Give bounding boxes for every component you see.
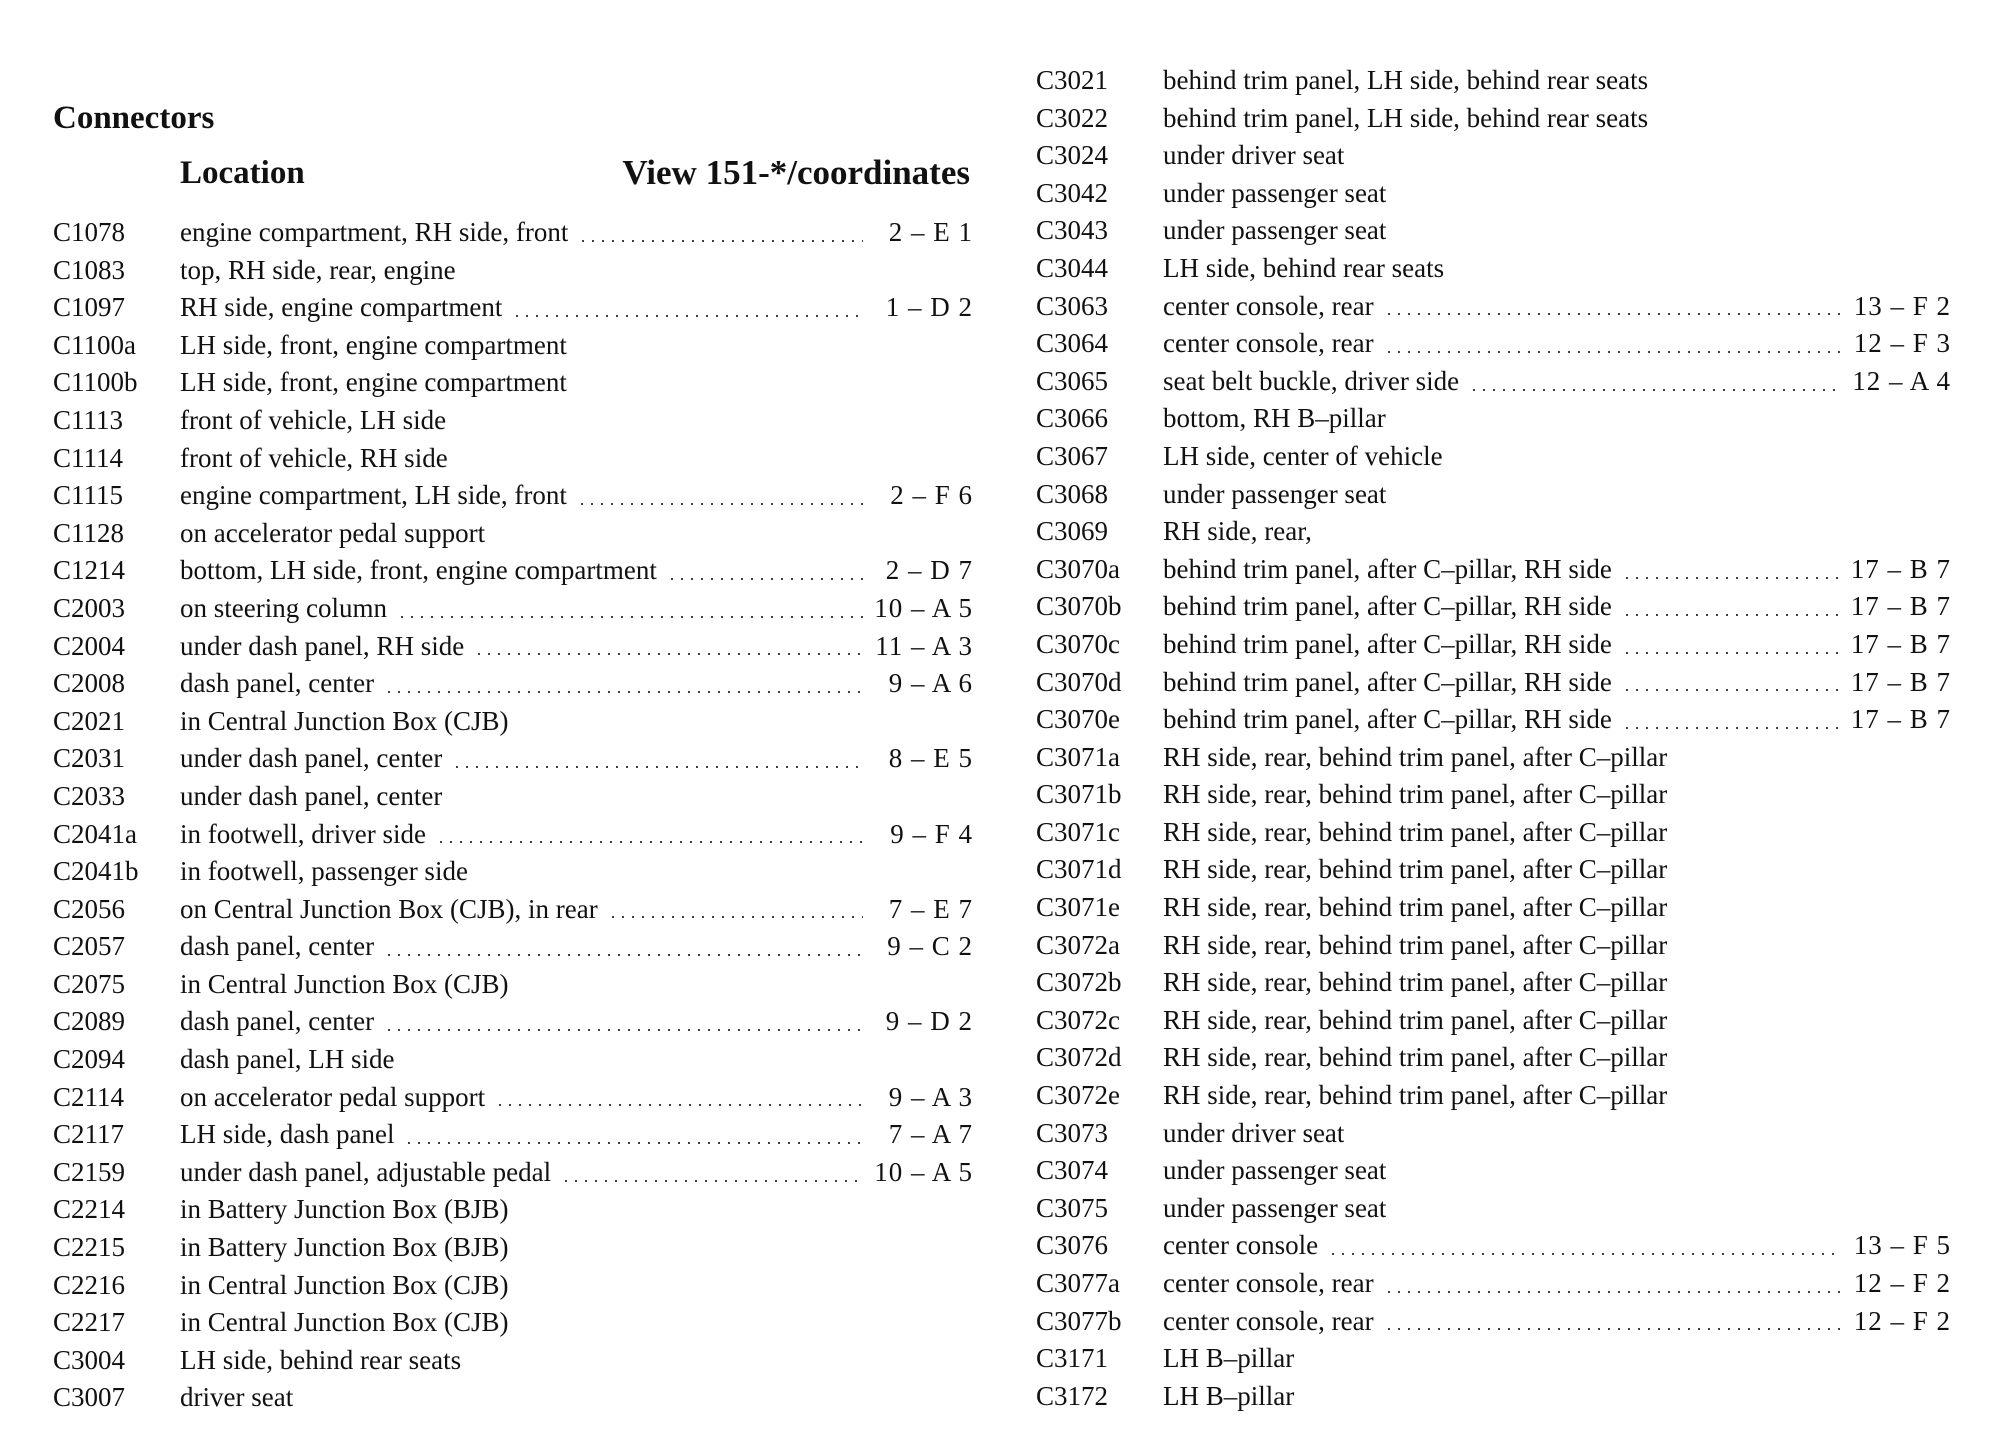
connector-row [53,1079,973,1117]
connector-location: under passenger seat [1163,177,1387,208]
connector-row [1036,476,1951,514]
dot-leader [1384,313,1841,315]
view-coordinate: 11 – A 3 [875,630,973,661]
connector-code: C3076 [1036,1230,1109,1261]
connector-row [1036,1227,1951,1265]
connector-location: under dash panel, RH side [180,630,465,661]
connector-row [1036,62,1951,100]
view-coordinate: 10 – A 5 [874,1156,973,1187]
connector-location: on Central Junction Box (CJB), in rear [180,893,598,924]
connector-row [1036,588,1951,626]
view-coordinate: 17 – B 7 [1850,591,1951,622]
connector-code: C3077b [1036,1305,1122,1336]
connector-row [1036,175,1951,213]
connector-location: under passenger seat [1163,478,1387,509]
connector-row [1036,1115,1951,1153]
connector-code: C3071c [1036,816,1120,847]
connector-location: dash panel, center [180,931,375,962]
connector-location: engine compartment, LH side, front [180,480,567,511]
connector-code: C1100a [53,329,136,360]
connector-location: on accelerator pedal support [180,517,486,548]
connector-location: center console [1163,1230,1319,1261]
connector-row [53,477,973,515]
connector-row [1036,325,1951,363]
connector-location: LH B–pillar [1163,1380,1295,1411]
connector-location: RH side, rear, behind trim panel, after C–pillar [1163,741,1668,772]
connector-location: on steering column [180,592,387,623]
connector-code: C3072e [1036,1080,1120,1111]
connector-location: in footwell, driver side [180,818,426,849]
connector-code: C3004 [53,1344,126,1375]
connector-code: C2041a [53,818,137,849]
connector-location: RH side, rear, behind trim panel, after C–pillar [1163,967,1668,998]
dot-leader [474,653,863,655]
dot-leader [1384,1328,1841,1330]
connector-row [1036,513,1951,551]
connector-row [1036,1190,1951,1228]
connector-code: C3067 [1036,440,1109,471]
connector-location: RH side, engine compartment [180,292,503,323]
connector-location: RH side, rear, behind trim panel, after C–pillar [1163,1004,1668,1035]
connector-location: RH side, rear, behind trim panel, after C–pillar [1163,892,1668,923]
connector-code: C1115 [53,480,124,511]
connector-location: on accelerator pedal support [180,1081,486,1112]
connector-row [53,853,973,891]
connector-row [1036,626,1951,664]
connector-code: C3063 [1036,290,1109,321]
connector-row [1036,927,1951,965]
connector-code: C1214 [53,555,126,586]
connector-location: behind trim panel, after C–pillar, RH side [1163,628,1612,659]
view-coordinate: 13 – F 5 [1853,1230,1951,1261]
connector-row [53,1003,973,1041]
connector-code: C3070e [1036,704,1120,735]
connector-code: C3070c [1036,628,1120,659]
connector-code: C3171 [1036,1343,1109,1374]
connector-code: C3077a [1036,1268,1120,1298]
connector-row [53,628,973,666]
connector-row [1036,1265,1951,1303]
connector-code: C2033 [53,780,126,811]
connector-row [53,289,973,327]
connector-location: center console, rear [1163,290,1374,321]
connector-location: in Central Junction Box (CJB) [180,1269,509,1300]
connector-location: LH side, front, engine compartment [180,367,567,398]
dot-leader [495,1104,863,1106]
connector-row [1036,551,1951,589]
connector-location: dash panel, center [180,1006,375,1037]
connector-location: in footwell, passenger side [180,856,468,887]
connector-row [53,891,973,929]
view-coordinate: 9 – F 4 [890,818,973,849]
connector-row [1036,1039,1951,1077]
dot-leader [1328,1253,1841,1255]
connector-location: behind trim panel, after C–pillar, RH side [1163,704,1612,735]
connector-location: behind trim panel, after C–pillar, RH side [1163,666,1612,697]
view-coordinate: 2 – F 6 [890,480,973,511]
connector-code: C2089 [53,1006,126,1037]
connector-code: C2056 [53,893,126,924]
connector-location: under passenger seat [1163,1192,1387,1223]
connector-row [1036,664,1951,702]
view-coordinate: 9 – D 2 [885,1006,973,1037]
connector-location: behind trim panel, LH side, behind rear seats [1163,102,1649,133]
connector-code: C3072c [1036,1004,1120,1035]
connector-location: RH side, rear, behind trim panel, after C–pillar [1163,1042,1668,1073]
connector-location: in Battery Junction Box (BJB) [180,1194,509,1225]
view-coordinate: 8 – E 5 [888,743,973,774]
connector-row [53,402,973,440]
connector-row [1036,1002,1951,1040]
connector-code: C3075 [1036,1192,1109,1223]
connector-location: behind trim panel, LH side, behind rear seats [1163,65,1649,95]
connector-code: C3071d [1036,854,1122,885]
connector-row [53,665,973,703]
connector-code: C3070b [1036,591,1122,622]
connector-location: dash panel, center [180,668,375,699]
connector-row [1036,363,1951,401]
view-coordinate: 10 – A 5 [874,592,973,623]
connector-row [1036,400,1951,438]
view-coordinates-column-header: View 151-*/coordinates [622,153,970,192]
connector-code: C2214 [53,1194,126,1225]
connector-location: behind trim panel, after C–pillar, RH side [1163,553,1612,584]
view-coordinate: 12 – F 2 [1853,1268,1951,1298]
connector-row [53,1267,973,1305]
view-coordinate: 12 – F 3 [1853,328,1951,359]
connector-code: C3073 [1036,1117,1109,1148]
connector-code: C3021 [1036,65,1109,95]
dot-leader [384,1029,863,1031]
connector-location: driver seat [180,1382,294,1413]
connector-row [53,1342,973,1380]
connector-row [53,703,973,741]
connector-code: C2094 [53,1044,126,1075]
connector-location: engine compartment, RH side, front [180,217,569,247]
connector-location: bottom, RH B–pillar [1163,403,1386,434]
view-coordinate: 9 – A 6 [888,668,973,699]
connector-code: C3064 [1036,328,1109,359]
connector-location: under dash panel, center [180,780,443,811]
connector-code: C2075 [53,968,126,999]
connector-row [1036,100,1951,138]
connector-code: C3022 [1036,102,1109,133]
connector-code: C3071a [1036,741,1120,772]
connector-row [1036,701,1951,739]
connector-location: LH side, dash panel [180,1119,395,1150]
connector-row [1036,1303,1951,1341]
connector-code: C1100b [53,367,138,398]
connector-row [1036,1152,1951,1190]
connector-row [53,1041,973,1079]
connector-location: under dash panel, adjustable pedal [180,1156,552,1187]
connector-code: C3066 [1036,403,1109,434]
connector-code: C3071b [1036,779,1122,810]
view-coordinate: 17 – B 7 [1850,553,1951,584]
connector-row [1036,776,1951,814]
connector-row [1036,739,1951,777]
connector-code: C1113 [53,404,124,435]
dot-leader [404,1142,863,1144]
dot-leader [561,1180,863,1182]
connector-code: C2057 [53,931,126,962]
view-coordinate: 9 – A 3 [888,1081,973,1112]
connector-location: dash panel, LH side [180,1044,395,1075]
connector-row [1036,212,1951,250]
connector-row [53,1154,973,1192]
connector-row [53,928,973,966]
dot-leader [436,841,863,843]
connector-location: RH side, rear, behind trim panel, after C–pillar [1163,854,1668,885]
connector-location: LH side, behind rear seats [1163,252,1445,283]
dot-leader [397,616,863,618]
dot-leader [1622,727,1841,729]
view-coordinate: 13 – F 2 [1853,290,1951,321]
connector-code: C2003 [53,592,126,623]
connector-code: C3065 [1036,365,1109,396]
view-coordinate: 17 – B 7 [1850,628,1951,659]
connector-code: C3070d [1036,666,1122,697]
connector-row [1036,250,1951,288]
connector-location: in Central Junction Box (CJB) [180,705,509,736]
location-column-header: Location [180,155,305,191]
connector-row [53,778,973,816]
connector-code: C3024 [1036,140,1109,171]
connector-code: C3072a [1036,929,1120,960]
view-coordinate: 7 – E 7 [888,893,973,924]
view-coordinate: 2 – D 7 [885,555,973,586]
connector-location: front of vehicle, LH side [180,404,447,435]
connector-code: C3069 [1036,516,1109,547]
connector-location: center console, rear [1163,328,1374,359]
connector-code: C2114 [53,1081,125,1112]
connector-row [53,816,973,854]
dot-leader [608,916,863,918]
connector-code: C2021 [53,705,126,736]
connector-row [53,1304,973,1342]
connector-location: center console, rear [1163,1268,1374,1298]
connector-code: C2117 [53,1119,125,1150]
connector-location: under dash panel, center [180,743,443,774]
connector-row [1036,1378,1951,1416]
connector-code: C3072b [1036,967,1122,998]
connector-list-right [1036,62,1951,1415]
connector-location: front of vehicle, RH side [180,442,448,473]
connector-code: C2031 [53,743,126,774]
connector-location: seat belt buckle, driver side [1163,365,1460,396]
connector-row [53,515,973,553]
dot-leader [667,578,863,580]
connector-code: C2004 [53,630,126,661]
connector-code: C1128 [53,517,125,548]
connector-code: C3070a [1036,553,1120,584]
connector-code: C2216 [53,1269,126,1300]
connector-location: RH side, rear, behind trim panel, after C–pillar [1163,779,1668,810]
connector-location: RH side, rear, behind trim panel, after C–pillar [1163,816,1668,847]
connector-row [53,1191,973,1229]
view-coordinate: 7 – A 7 [888,1119,973,1150]
connector-list-left [53,214,973,1417]
connector-location: LH side, center of vehicle [1163,440,1443,471]
connector-code: C2159 [53,1156,126,1187]
view-coordinate: 9 – C 2 [887,931,973,962]
view-coordinate: 2 – E 1 [888,217,973,247]
connector-code: C3068 [1036,478,1109,509]
connector-row [1036,851,1951,889]
connector-row [53,552,973,590]
connector-code: C2217 [53,1307,126,1338]
view-coordinate: 1 – D 2 [885,292,973,323]
view-coordinate: 17 – B 7 [1850,666,1951,697]
connector-code: C2215 [53,1232,126,1263]
view-coordinate: 12 – F 2 [1853,1305,1951,1336]
connector-row [53,1229,973,1267]
connector-location: under passenger seat [1163,215,1387,246]
connector-row [53,740,973,778]
dot-leader [1384,351,1841,353]
connector-location: behind trim panel, after C–pillar, RH side [1163,591,1612,622]
connector-code: C2008 [53,668,126,699]
connector-row [1036,1077,1951,1115]
dot-leader [1622,577,1841,579]
connector-location: top, RH side, rear, engine [180,254,456,285]
connector-location: in Battery Junction Box (BJB) [180,1232,509,1263]
connector-code: C1083 [53,254,126,285]
connector-row [1036,964,1951,1002]
connector-row [53,590,973,628]
page-title: Connectors [53,100,215,136]
connector-code: C1078 [53,217,126,247]
connector-location: RH side, rear, behind trim panel, after C–pillar [1163,1080,1668,1111]
connector-code: C3042 [1036,177,1109,208]
connector-row [1036,288,1951,326]
connector-row [53,364,973,402]
connector-location: LH side, front, engine compartment [180,329,567,360]
dot-leader [1622,614,1841,616]
connector-row [53,252,973,290]
connector-row [1036,1340,1951,1378]
connector-code: C1114 [53,442,124,473]
connector-location: under driver seat [1163,1117,1345,1148]
dot-leader [512,315,863,317]
connector-location: RH side, rear, [1163,516,1312,547]
dot-leader [384,691,863,693]
dot-leader [1384,1291,1841,1293]
connector-row [1036,438,1951,476]
dot-leader [384,954,863,956]
dot-leader [1622,652,1841,654]
dot-leader [578,240,863,242]
connector-row [1036,814,1951,852]
connector-code: C3044 [1036,252,1109,283]
connector-code: C3074 [1036,1155,1109,1186]
connector-location: RH side, rear, behind trim panel, after C–pillar [1163,929,1668,960]
connector-location: in Central Junction Box (CJB) [180,968,509,999]
connector-code: C3043 [1036,215,1109,246]
dot-leader [1469,389,1841,391]
connector-code: C3007 [53,1382,126,1413]
connector-code: C3172 [1036,1380,1109,1411]
connector-row [53,1116,973,1154]
connector-location: in Central Junction Box (CJB) [180,1307,509,1338]
dot-leader [577,503,863,505]
connector-location: under passenger seat [1163,1155,1387,1186]
connector-row [53,327,973,365]
connector-location: center console, rear [1163,1305,1374,1336]
connector-location: under driver seat [1163,140,1345,171]
view-coordinate: 17 – B 7 [1850,704,1951,735]
connector-row [53,214,973,252]
connector-location: LH B–pillar [1163,1343,1295,1374]
connector-code: C3072d [1036,1042,1122,1073]
connector-code: C2041b [53,856,139,887]
dot-leader [452,766,863,768]
connector-code: C3071e [1036,892,1120,923]
connector-row [53,440,973,478]
dot-leader [1622,689,1841,691]
connector-code: C1097 [53,292,126,323]
connector-row [53,966,973,1004]
connector-row [53,1379,973,1417]
connector-location: LH side, behind rear seats [180,1344,462,1375]
connector-location: bottom, LH side, front, engine compartment [180,555,657,586]
connector-row [1036,889,1951,927]
connector-row [1036,137,1951,175]
view-coordinate: 12 – A 4 [1852,365,1951,396]
